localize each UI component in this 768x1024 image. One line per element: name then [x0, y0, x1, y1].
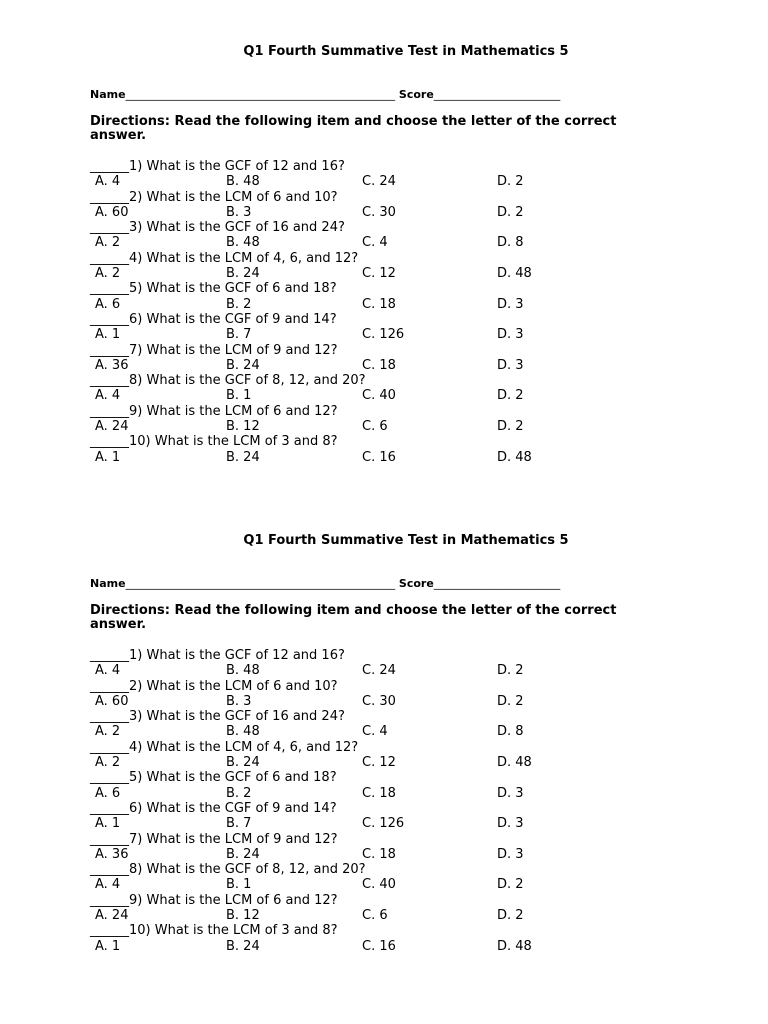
choices-1	[90, 174, 690, 189]
test-title: Q1 Fourth Summative Test in Mathematics 5	[243, 44, 569, 59]
question-1: ______1) What is the GCF of 12 and 16?	[90, 159, 345, 174]
choice-d: D. 3	[497, 296, 524, 312]
choice-a: A. 24	[95, 908, 129, 924]
choice-d: D. 2	[497, 174, 524, 190]
choice-b: B. 12	[226, 908, 260, 924]
choice-d: D. 2	[497, 877, 524, 893]
score-label: Score	[398, 88, 434, 101]
choice-c: C. 40	[362, 388, 396, 404]
question-6: ______6) What is the CGF of 9 and 14?	[90, 800, 337, 816]
choices-6	[90, 327, 690, 342]
choice-b: B. 24	[226, 357, 260, 373]
question-10: ______10) What is the LCM of 3 and 8?	[90, 923, 338, 939]
choices-3	[90, 235, 690, 250]
choice-d: D. 3	[497, 816, 524, 832]
choice-b: B. 3	[226, 693, 252, 709]
question-list	[90, 648, 690, 954]
choice-c: C. 126	[362, 816, 405, 832]
question-7: ______7) What is the LCM of 9 and 12?	[90, 831, 338, 847]
choice-b: B. 24	[226, 755, 260, 771]
test-sheet-2	[0, 489, 768, 959]
choices-8	[90, 388, 690, 403]
choice-b: B. 2	[226, 785, 252, 801]
name-label: Name	[90, 577, 126, 590]
question-4: ______4) What is the LCM of 4, 6, and 12?	[90, 739, 359, 755]
choice-c: C. 6	[362, 908, 388, 924]
choice-d: D. 2	[497, 204, 524, 220]
choice-c: C. 12	[362, 266, 396, 282]
question-9: ______9) What is the LCM of 6 and 12?	[90, 892, 338, 908]
question-1: ______1) What is the GCF of 12 and 16?	[90, 648, 345, 663]
question-7: ______7) What is the LCM of 9 and 12?	[90, 342, 338, 358]
choice-a: A. 2	[95, 266, 121, 282]
choice-c: C. 18	[362, 357, 396, 373]
choice-b: B. 48	[226, 174, 260, 190]
choice-d: D. 3	[497, 327, 524, 343]
question-6: ______6) What is the CGF of 9 and 14?	[90, 311, 337, 327]
directions-line-1: Directions: Read the following item and choose the letter of the correct	[90, 114, 617, 129]
choices-10	[90, 450, 690, 465]
choice-a: A. 36	[95, 357, 129, 373]
choice-d: D. 3	[497, 785, 524, 801]
name-blank: _________________________________________________	[125, 88, 396, 101]
choice-d: D. 2	[497, 419, 524, 435]
choice-b: B. 48	[226, 235, 260, 251]
choice-a: A. 1	[95, 449, 121, 465]
choice-c: C. 16	[362, 938, 396, 954]
directions	[90, 604, 680, 632]
name-label: Name	[90, 88, 126, 101]
choice-c: C. 18	[362, 296, 396, 312]
choices-2	[90, 694, 690, 709]
question-list	[90, 159, 690, 465]
choice-d: D. 48	[497, 266, 532, 282]
question-4: ______4) What is the LCM of 4, 6, and 12?	[90, 250, 359, 266]
choices-5	[90, 786, 690, 801]
choice-b: B. 1	[226, 877, 252, 893]
name-score-line	[90, 577, 690, 590]
choice-b: B. 7	[226, 327, 252, 343]
question-5: ______5) What is the GCF of 6 and 18?	[90, 770, 337, 786]
question-8: ______8) What is the GCF of 8, 12, and 20?	[90, 373, 366, 389]
choices-10	[90, 939, 690, 954]
choice-d: D. 3	[497, 846, 524, 862]
choice-a: A. 60	[95, 693, 129, 709]
name-score-line	[90, 88, 690, 101]
choice-a: A. 2	[95, 235, 121, 251]
choice-d: D. 2	[497, 908, 524, 924]
choice-c: C. 4	[362, 235, 388, 251]
choices-4	[90, 755, 690, 770]
score-blank: _______________________	[433, 577, 561, 590]
choices-8	[90, 877, 690, 892]
choice-a: A. 6	[95, 785, 121, 801]
choice-c: C. 4	[362, 724, 388, 740]
choices-3	[90, 724, 690, 739]
question-10: ______10) What is the LCM of 3 and 8?	[90, 434, 338, 450]
choice-a: A. 60	[95, 204, 129, 220]
question-2: ______2) What is the LCM of 6 and 10?	[90, 189, 338, 205]
score-label: Score	[398, 577, 434, 590]
choice-b: B. 24	[226, 266, 260, 282]
choice-d: D. 48	[497, 755, 532, 771]
question-3: ______3) What is the GCF of 16 and 24?	[90, 220, 345, 236]
directions-line-2: answer.	[90, 128, 147, 143]
choices-9	[90, 908, 690, 923]
choice-b: B. 3	[226, 204, 252, 220]
choice-b: B. 24	[226, 846, 260, 862]
choice-b: B. 1	[226, 388, 252, 404]
choice-b: B. 2	[226, 296, 252, 312]
choice-a: A. 4	[95, 388, 121, 404]
choice-a: A. 1	[95, 816, 121, 832]
choice-c: C. 18	[362, 846, 396, 862]
choice-c: C. 40	[362, 877, 396, 893]
choice-c: C. 18	[362, 785, 396, 801]
choice-d: D. 8	[497, 724, 524, 740]
choice-d: D. 8	[497, 235, 524, 251]
test-title: Q1 Fourth Summative Test in Mathematics 5	[243, 533, 569, 548]
choice-c: C. 30	[362, 693, 396, 709]
choice-a: A. 1	[95, 327, 121, 343]
choice-a: A. 1	[95, 938, 121, 954]
choice-b: B. 24	[226, 938, 260, 954]
choice-a: A. 24	[95, 419, 129, 435]
question-3: ______3) What is the GCF of 16 and 24?	[90, 709, 345, 725]
choice-d: D. 2	[497, 693, 524, 709]
choice-b: B. 7	[226, 816, 252, 832]
choice-d: D. 3	[497, 357, 524, 373]
question-9: ______9) What is the LCM of 6 and 12?	[90, 403, 338, 419]
choice-a: A. 2	[95, 755, 121, 771]
name-blank: _________________________________________________	[125, 577, 396, 590]
question-2: ______2) What is the LCM of 6 and 10?	[90, 678, 338, 694]
choice-b: B. 24	[226, 449, 260, 465]
question-8: ______8) What is the GCF of 8, 12, and 20?	[90, 862, 366, 878]
choices-7	[90, 358, 690, 373]
directions	[90, 115, 680, 143]
choice-a: A. 2	[95, 724, 121, 740]
choice-d: D. 2	[497, 663, 524, 679]
choice-b: B. 48	[226, 663, 260, 679]
choice-a: A. 4	[95, 174, 121, 190]
choice-c: C. 24	[362, 174, 396, 190]
choices-2	[90, 205, 690, 220]
choices-1	[90, 663, 690, 678]
choices-6	[90, 816, 690, 831]
choice-d: D. 48	[497, 938, 532, 954]
choice-c: C. 12	[362, 755, 396, 771]
choice-d: D. 48	[497, 449, 532, 465]
directions-line-2: answer.	[90, 617, 147, 632]
choice-b: B. 12	[226, 419, 260, 435]
choices-9	[90, 419, 690, 434]
choice-a: A. 4	[95, 663, 121, 679]
choice-c: C. 16	[362, 449, 396, 465]
choice-a: A. 6	[95, 296, 121, 312]
choice-b: B. 48	[226, 724, 260, 740]
question-5: ______5) What is the GCF of 6 and 18?	[90, 281, 337, 297]
choices-7	[90, 847, 690, 862]
score-blank: _______________________	[433, 88, 561, 101]
choice-c: C. 30	[362, 204, 396, 220]
choices-5	[90, 297, 690, 312]
directions-line-1: Directions: Read the following item and choose the letter of the correct	[90, 603, 617, 618]
choice-c: C. 24	[362, 663, 396, 679]
choice-c: C. 126	[362, 327, 405, 343]
choice-a: A. 4	[95, 877, 121, 893]
choice-d: D. 2	[497, 388, 524, 404]
test-sheet-1	[0, 0, 768, 470]
choice-c: C. 6	[362, 419, 388, 435]
choice-a: A. 36	[95, 846, 129, 862]
choices-4	[90, 266, 690, 281]
